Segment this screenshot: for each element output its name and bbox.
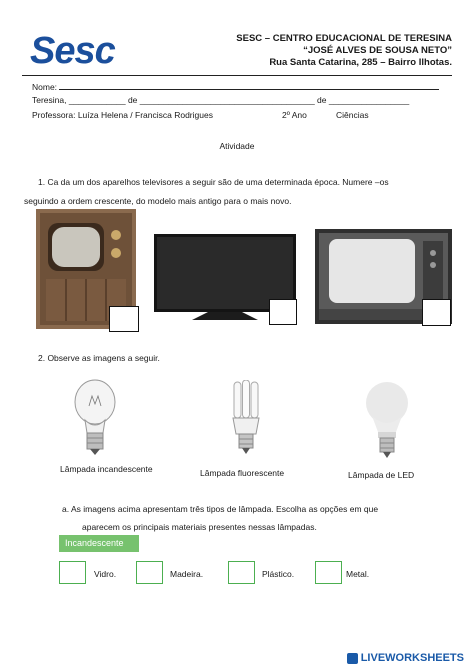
option-metal-label: Metal.: [346, 569, 370, 579]
label-led: Lâmpada de LED: [348, 470, 415, 480]
school-name: SESC – CENTRO EDUCACIONAL DE TERESINA: [236, 33, 452, 44]
grade: 2º Ano: [282, 110, 307, 120]
tv-crt-number-box[interactable]: [422, 299, 451, 326]
option-vidro-label: Vidro.: [94, 569, 117, 579]
q1-line1: 1. Ca da um dos aparelhos televisores a seguir são de uma determinada época. Numere –os: [38, 177, 389, 187]
option-madeira-label: Madeira.: [170, 569, 204, 579]
school-header: [152, 33, 452, 69]
date-row: Teresina, ____________ de _____________________________________ de _________________: [32, 95, 410, 105]
activity-title: Atividade: [219, 141, 255, 151]
qa-line2: aparecem os principais materiais presentes nessas lâmpadas.: [82, 522, 317, 532]
header-divider: [22, 75, 452, 76]
teacher-names: Professora: Luíza Helena / Francisca Rodrigues: [32, 110, 213, 120]
option-vidro-checkbox[interactable]: [59, 561, 86, 584]
incandescent-bulb-image: [70, 378, 120, 456]
option-metal-checkbox[interactable]: [315, 561, 342, 584]
fluorescent-bulb-image: [229, 380, 263, 456]
liveworksheets-icon: [347, 653, 358, 664]
tv-old-number-box[interactable]: [109, 306, 139, 332]
qa-line1: a. As imagens acima apresentam três tipos de lâmpada. Escolha as opções em que: [62, 504, 379, 514]
name-field[interactable]: [59, 80, 439, 90]
school-address: Rua Santa Catarina, 285 – Bairro Ilhotas.: [269, 57, 452, 68]
option-madeira-checkbox[interactable]: [136, 561, 163, 584]
name-row: [32, 80, 442, 92]
school-subtitle: “JOSÉ ALVES DE SOUSA NETO”: [303, 45, 452, 56]
label-incandescent: Lâmpada incandescente: [60, 464, 153, 474]
name-label: Nome:: [32, 82, 58, 92]
question-2: 2. Observe as imagens a seguir.: [38, 353, 160, 363]
label-fluorescent: Lâmpada fluorescente: [200, 468, 285, 478]
option-plastico-checkbox[interactable]: [228, 561, 255, 584]
sesc-logo: Sesc: [30, 30, 115, 72]
answer-field-incandescente[interactable]: Incandescente: [59, 535, 139, 552]
tv-flat-number-box[interactable]: [269, 299, 297, 325]
q1-line2: seguindo a ordem crescente, do modelo mais antigo para o mais novo.: [24, 196, 292, 206]
liveworksheets-text: LIVEWORKSHEETS: [360, 652, 464, 664]
teacher-row: [32, 110, 452, 120]
option-plastico-label: Plástico.: [262, 569, 295, 579]
question-a: [62, 500, 454, 536]
subject: Ciências: [336, 110, 369, 120]
question-1: [24, 173, 464, 211]
led-bulb-image: [362, 380, 412, 460]
liveworksheets-logo: [347, 652, 464, 664]
